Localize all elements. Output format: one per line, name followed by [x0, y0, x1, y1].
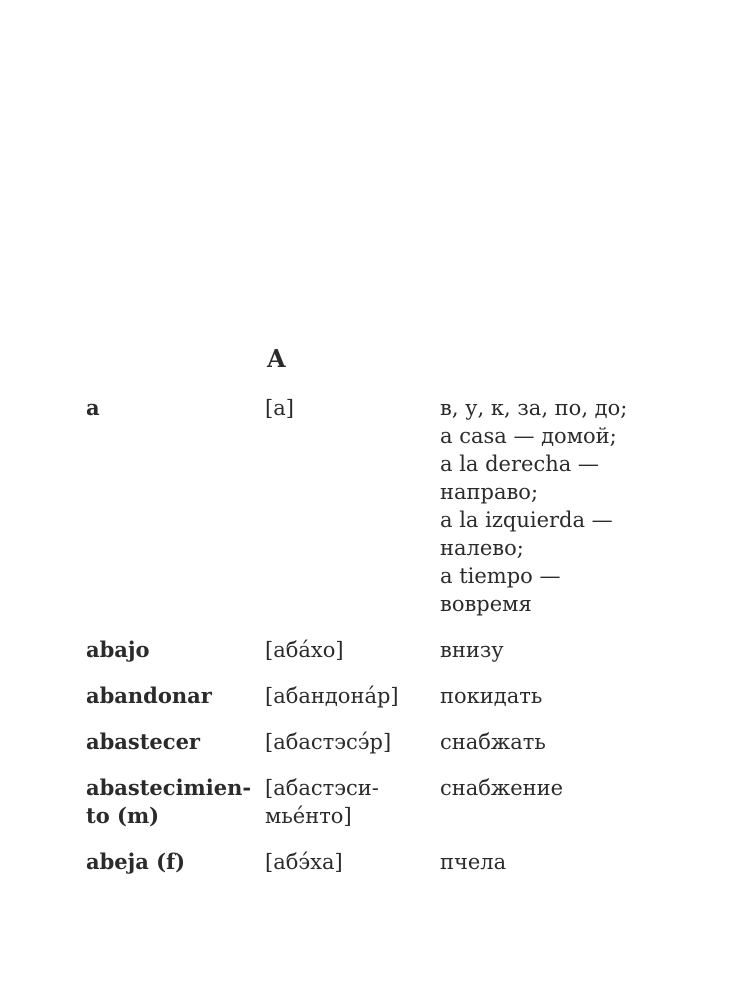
headword: [86, 848, 265, 876]
entry-abeja: [86, 848, 706, 876]
headword-line: abastecer: [86, 729, 200, 754]
entry-a: [86, 394, 706, 618]
translation: [440, 636, 706, 664]
translation-line: направо;: [440, 480, 539, 504]
translation-line: в, у, к, за, по, до;: [440, 396, 628, 420]
translation-line: a casa — домой;: [440, 424, 617, 448]
headword-line: abajo: [86, 637, 150, 662]
entry-list: [86, 394, 706, 894]
headword: [86, 774, 265, 830]
pronunciation: [265, 848, 440, 876]
entry-abandonar: [86, 682, 706, 710]
pronunciation: [265, 682, 440, 710]
translation: [440, 682, 706, 710]
headword-line: abastecimien-: [86, 775, 252, 800]
pronunciation: [265, 774, 440, 830]
pronunciation-line: [абэ́ха]: [265, 850, 343, 874]
pronunciation-line: [аба́хо]: [265, 638, 344, 662]
translation: [440, 848, 706, 876]
headword-line: a: [86, 395, 100, 420]
translation: [440, 728, 706, 756]
translation: [440, 394, 706, 618]
translation-line: вовремя: [440, 592, 532, 616]
pronunciation-line: [абандона́р]: [265, 684, 399, 708]
translation-line: a la derecha —: [440, 452, 599, 476]
entry-abastecer: [86, 728, 706, 756]
headword: [86, 682, 265, 710]
headword-line: abeja (f): [86, 849, 186, 874]
translation-line: налево;: [440, 536, 524, 560]
pronunciation: [265, 636, 440, 664]
pronunciation: [265, 728, 440, 756]
translation-line: пчела: [440, 850, 507, 874]
pronunciation: [265, 394, 440, 422]
pronunciation-line: [абастэсэ́р]: [265, 730, 392, 754]
section-letter-heading: A: [267, 344, 286, 373]
headword: [86, 728, 265, 756]
pronunciation-line: мье́нто]: [265, 804, 352, 828]
entry-abajo: [86, 636, 706, 664]
pronunciation-line: [а]: [265, 396, 294, 420]
translation-line: покидать: [440, 684, 543, 708]
headword-line: to (m): [86, 803, 160, 828]
pronunciation-line: [абастэси-: [265, 776, 379, 800]
entry-abastecimiento: [86, 774, 706, 830]
translation-line: внизу: [440, 638, 504, 662]
headword: [86, 394, 265, 422]
translation: [440, 774, 706, 802]
translation-line: снабжение: [440, 776, 564, 800]
headword-line: abandonar: [86, 683, 212, 708]
headword: [86, 636, 265, 664]
translation-line: a tiempo —: [440, 564, 561, 588]
translation-line: a la izquierda —: [440, 508, 613, 532]
translation-line: снабжать: [440, 730, 546, 754]
